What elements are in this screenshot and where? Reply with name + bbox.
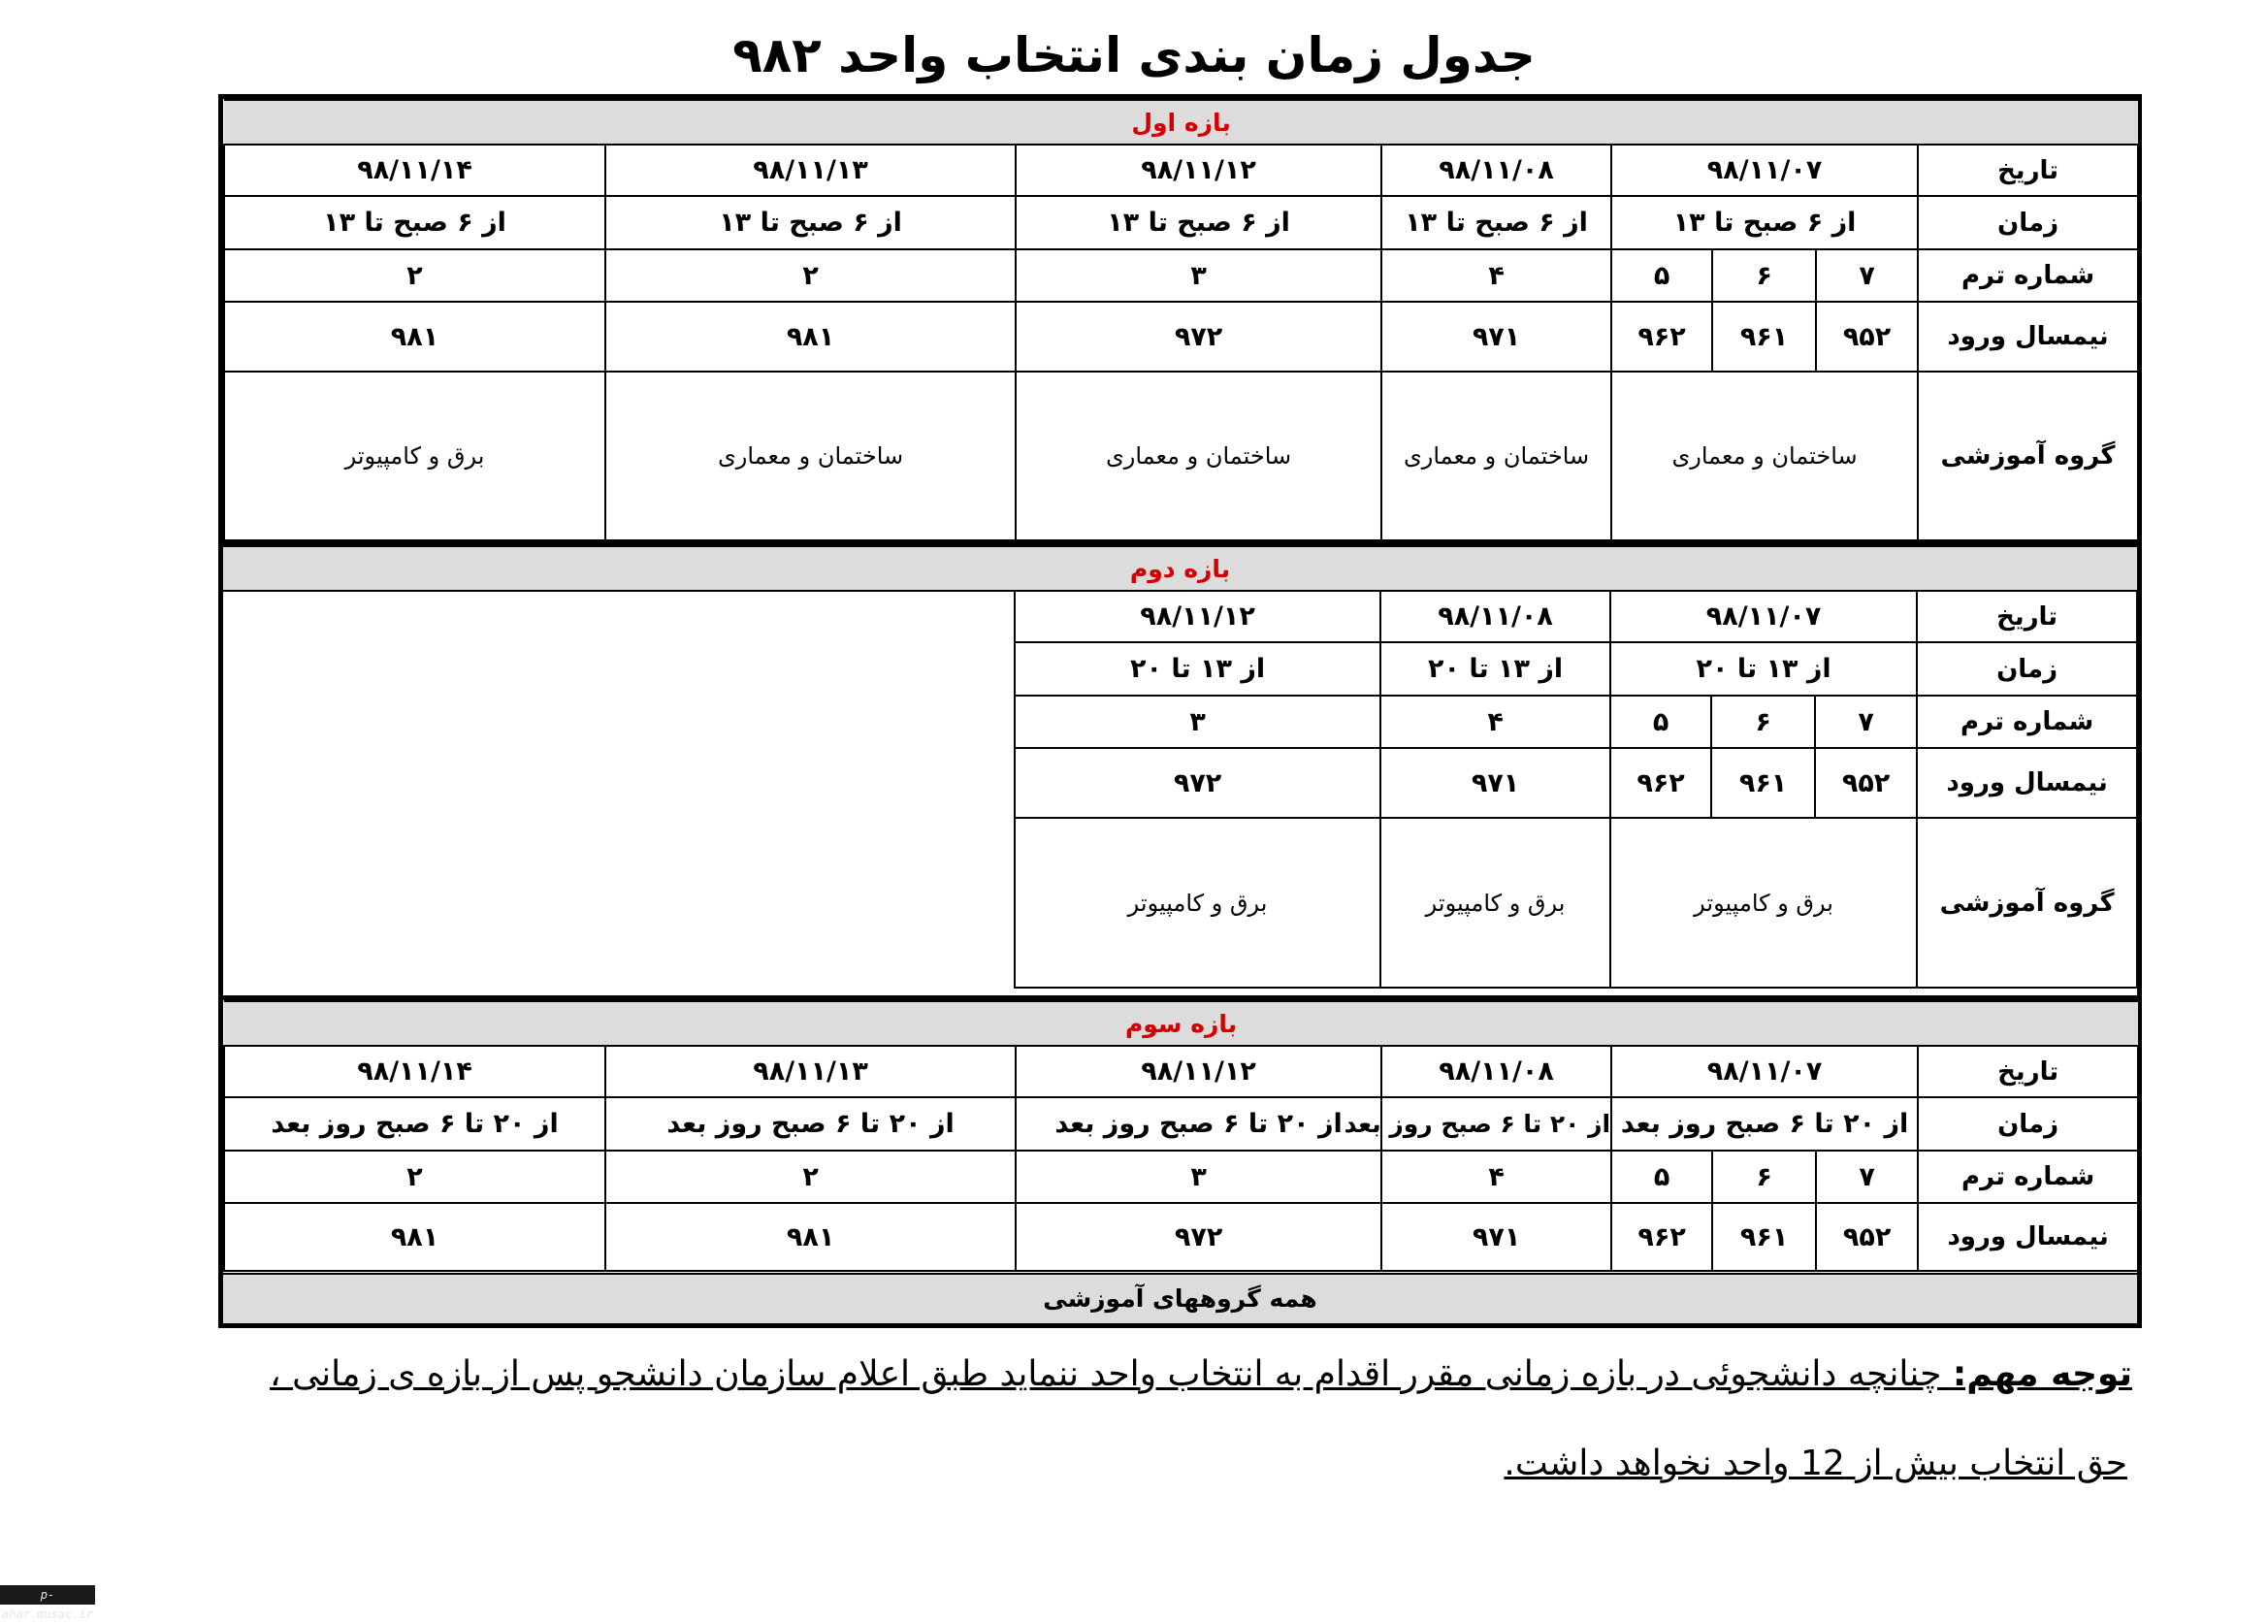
entry-cell: ۹۸۱ bbox=[605, 1203, 1016, 1271]
date-cell: ۹۸/۱۱/۱۳ bbox=[605, 1046, 1016, 1097]
entry-cell: ۹۷۲ bbox=[1016, 302, 1381, 372]
entry-cell: ۹۶۱ bbox=[1712, 1203, 1816, 1271]
term-cell: ۲ bbox=[224, 1151, 605, 1203]
period1-group-row bbox=[224, 372, 2138, 540]
term-cell: ۵ bbox=[1611, 1151, 1712, 1203]
period2-table bbox=[223, 545, 2138, 989]
term-cell: ۳ bbox=[1016, 1151, 1381, 1203]
date-cell: ۹۸/۱۱/۱۳ bbox=[605, 145, 1016, 196]
entry-cell: ۹۵۲ bbox=[1815, 748, 1917, 818]
date-label: تاریخ bbox=[1918, 145, 2138, 196]
date-cell: ۹۸/۱۱/۱۴ bbox=[224, 145, 605, 196]
entry-cell: ۹۶۲ bbox=[1610, 748, 1711, 818]
term-cell: ۳ bbox=[1015, 696, 1380, 748]
entry-label: نیمسال ورود bbox=[1917, 748, 2137, 818]
time-cell: از ۲۰ تا ۶ صبح روز بعد bbox=[1611, 1097, 1918, 1151]
all-groups-band: همه گروههای آموزشی bbox=[223, 1273, 2137, 1323]
note-line-2: حق انتخاب بیش از 12 واحد نخواهد داشت. bbox=[1504, 1444, 2127, 1483]
entry-cell: ۹۸۱ bbox=[224, 1203, 605, 1271]
term-cell: ۵ bbox=[1611, 249, 1712, 302]
note-line-1-text: چنانچه دانشجوئی در بازه زمانی مقرر اقدام به انتخاب واحد ننماید طبق اعلام سازمان دانشجو پس از بازه ی زمانی ، bbox=[270, 1354, 1953, 1394]
period1-term-row bbox=[224, 249, 2138, 302]
date-cell: ۹۸/۱۱/۰۸ bbox=[1381, 1046, 1611, 1097]
period3-entry-row bbox=[224, 1203, 2138, 1271]
entry-cell: ۹۶۲ bbox=[1611, 302, 1712, 372]
term-label: شماره ترم bbox=[1917, 696, 2137, 748]
term-cell: ۷ bbox=[1815, 696, 1917, 748]
entry-cell: ۹۶۱ bbox=[1712, 302, 1816, 372]
time-cell: از ۱۳ تا ۲۰ bbox=[1015, 642, 1380, 696]
group-label: گروه آموزشی bbox=[1917, 818, 2137, 988]
period1-heading: بازه اول bbox=[224, 100, 2138, 145]
term-cell: ۶ bbox=[1711, 696, 1815, 748]
period3-heading: بازه سوم bbox=[224, 1001, 2138, 1046]
entry-cell: ۹۷۱ bbox=[1380, 748, 1610, 818]
period3-table bbox=[223, 1000, 2139, 1272]
period1-table bbox=[223, 99, 2139, 541]
note-heading: توجه مهم: bbox=[1952, 1354, 2132, 1394]
term-cell: ۶ bbox=[1712, 1151, 1816, 1203]
time-label: زمان bbox=[1918, 196, 2138, 249]
entry-cell: ۹۶۱ bbox=[1711, 748, 1815, 818]
group-cell: ساختمان و معماری bbox=[1381, 372, 1611, 540]
date-label: تاریخ bbox=[1918, 1046, 2138, 1097]
group-cell: برق و کامپیوتر bbox=[1380, 818, 1610, 988]
period2-date-row bbox=[223, 591, 2137, 642]
date-cell: ۹۸/۱۱/۱۲ bbox=[1015, 591, 1380, 642]
period1-time-row bbox=[224, 196, 2138, 249]
term-cell: ۴ bbox=[1381, 1151, 1611, 1203]
period1-entry-row bbox=[224, 302, 2138, 372]
time-cell: از ۱۳ تا ۲۰ bbox=[1380, 642, 1610, 696]
entry-label: نیمسال ورود bbox=[1918, 1203, 2138, 1271]
date-cell: ۹۸/۱۱/۰۷ bbox=[1611, 145, 1918, 196]
term-label: شماره ترم bbox=[1918, 1151, 2138, 1203]
date-label: تاریخ bbox=[1917, 591, 2137, 642]
group-cell: ساختمان و معماری bbox=[1016, 372, 1381, 540]
entry-cell: ۹۵۲ bbox=[1816, 1203, 1918, 1271]
term-cell: ۷ bbox=[1816, 249, 1918, 302]
time-cell: از ۲۰ تا ۶ صبح روز بعد bbox=[1016, 1097, 1381, 1151]
time-cell: از ۲۰ تا ۶ صبح روز بعد bbox=[605, 1097, 1016, 1151]
period3-time-row bbox=[224, 1097, 2138, 1151]
date-cell: ۹۸/۱۱/۱۲ bbox=[1016, 145, 1381, 196]
time-cell: از ۶ صبح تا ۱۳ bbox=[605, 196, 1016, 249]
group-cell: ساختمان و معماری bbox=[1611, 372, 1918, 540]
time-cell: از ۶ صبح تا ۱۳ bbox=[1381, 196, 1611, 249]
time-label: زمان bbox=[1917, 642, 2137, 696]
entry-cell: ۹۵۲ bbox=[1816, 302, 1918, 372]
time-cell: از ۲۰ تا ۶ صبح روز بعد bbox=[224, 1097, 605, 1151]
group-cell: برق و کامپیوتر bbox=[224, 372, 605, 540]
time-cell: از ۲۰ تا ۶ صبح روز بعد bbox=[1381, 1097, 1611, 1151]
date-cell: ۹۸/۱۱/۰۷ bbox=[1610, 591, 1917, 642]
entry-cell: ۹۷۲ bbox=[1016, 1203, 1381, 1271]
entry-cell: ۹۶۲ bbox=[1611, 1203, 1712, 1271]
site-watermark-badge: p-ahar.musac.ir bbox=[0, 1585, 95, 1605]
entry-cell: ۹۷۱ bbox=[1381, 302, 1611, 372]
term-cell: ۳ bbox=[1016, 249, 1381, 302]
term-cell: ۲ bbox=[605, 249, 1016, 302]
date-cell: ۹۸/۱۱/۰۸ bbox=[1380, 591, 1610, 642]
date-cell: ۹۸/۱۱/۱۲ bbox=[1016, 1046, 1381, 1097]
term-cell: ۴ bbox=[1381, 249, 1611, 302]
time-cell: از ۶ صبح تا ۱۳ bbox=[1611, 196, 1918, 249]
empty-area bbox=[223, 591, 1015, 988]
period3-term-row bbox=[224, 1151, 2138, 1203]
term-cell: ۴ bbox=[1380, 696, 1610, 748]
group-cell: برق و کامپیوتر bbox=[1015, 818, 1380, 988]
entry-label: نیمسال ورود bbox=[1918, 302, 2138, 372]
time-cell: از ۶ صبح تا ۱۳ bbox=[1016, 196, 1381, 249]
group-label: گروه آموزشی bbox=[1918, 372, 2138, 540]
term-cell: ۶ bbox=[1712, 249, 1816, 302]
term-cell: ۲ bbox=[605, 1151, 1016, 1203]
entry-cell: ۹۸۱ bbox=[224, 302, 605, 372]
entry-cell: ۹۸۱ bbox=[605, 302, 1016, 372]
page-title: جدول زمان بندی انتخاب واحد ۹۸۲ bbox=[732, 27, 1536, 83]
term-label: شماره ترم bbox=[1918, 249, 2138, 302]
term-cell: ۲ bbox=[224, 249, 605, 302]
time-cell: از ۱۳ تا ۲۰ bbox=[1610, 642, 1917, 696]
entry-cell: ۹۷۲ bbox=[1015, 748, 1380, 818]
date-cell: ۹۸/۱۱/۱۴ bbox=[224, 1046, 605, 1097]
group-cell: ساختمان و معماری bbox=[605, 372, 1016, 540]
date-cell: ۹۸/۱۱/۰۸ bbox=[1381, 145, 1611, 196]
date-cell: ۹۸/۱۱/۰۷ bbox=[1611, 1046, 1918, 1097]
period2-heading: بازه دوم bbox=[223, 546, 2137, 591]
time-label: زمان bbox=[1918, 1097, 2138, 1151]
important-note bbox=[153, 1348, 2132, 1401]
entry-cell: ۹۷۱ bbox=[1381, 1203, 1611, 1271]
time-cell: از ۶ صبح تا ۱۳ bbox=[224, 196, 605, 249]
term-cell: ۵ bbox=[1610, 696, 1711, 748]
group-cell: برق و کامپیوتر bbox=[1610, 818, 1917, 988]
note-line-1 bbox=[153, 1348, 2132, 1401]
period1-date-row bbox=[224, 145, 2138, 196]
period3-date-row bbox=[224, 1046, 2138, 1097]
term-cell: ۷ bbox=[1816, 1151, 1918, 1203]
